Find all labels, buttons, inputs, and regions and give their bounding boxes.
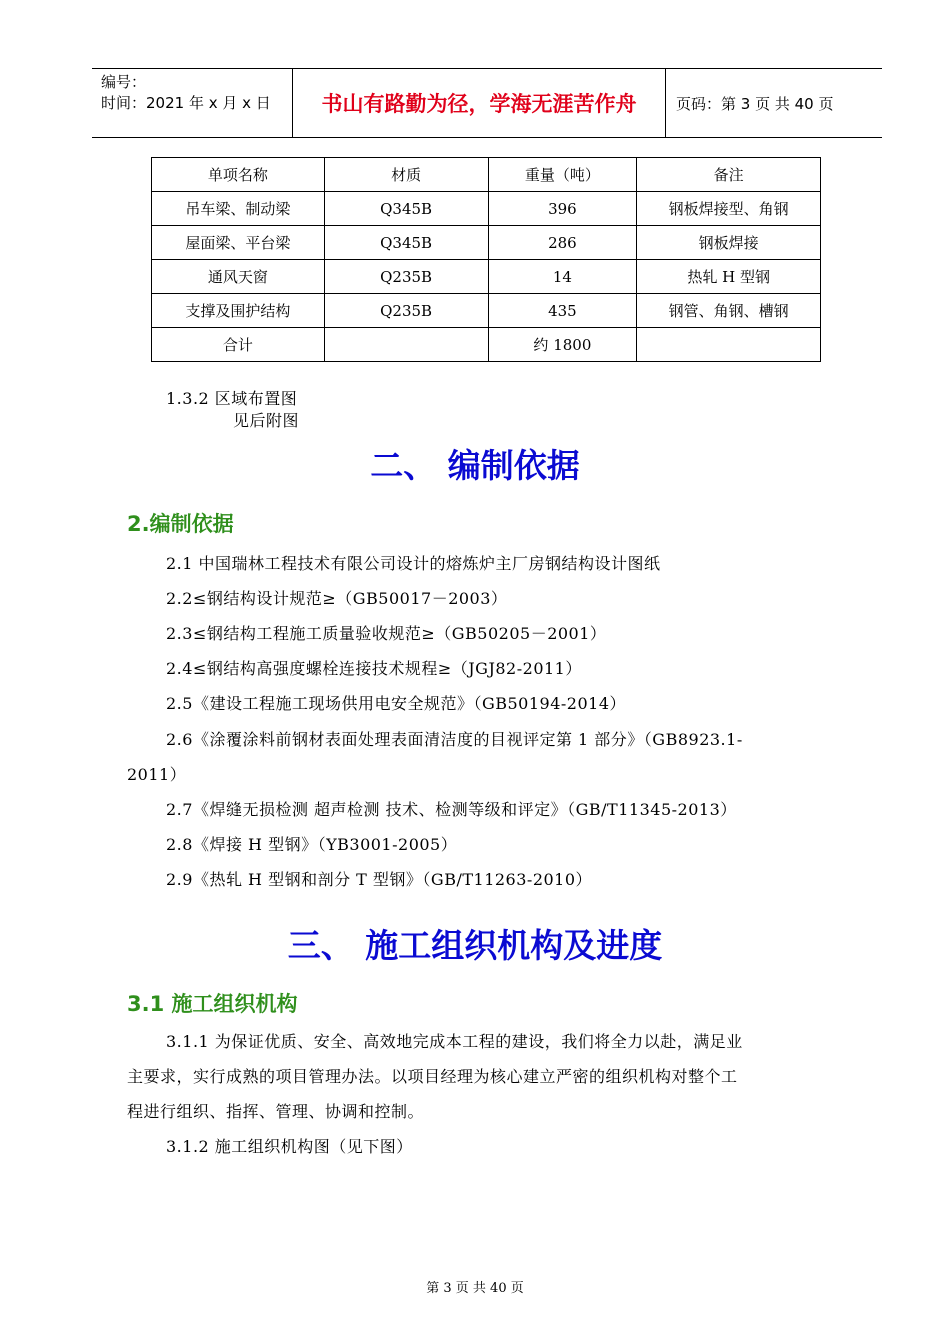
table-cell <box>324 328 488 362</box>
chapter-title: 三、 施工组织机构及进度 <box>287 926 663 965</box>
table-cell: 钢管、角钢、槽钢 <box>637 294 821 328</box>
header-number: 编号： <box>101 73 147 91</box>
subsection-title: 1.3.2 区域布置图 <box>166 389 298 408</box>
table-cell: Q235B <box>324 260 488 294</box>
table-header-cell: 单项名称 <box>152 158 325 192</box>
header-page-number: 页码：第 3 页 共 40 页 <box>676 94 834 113</box>
reference-item: 2.1 中国瑞林工程技术有限公司设计的熔炼炉主厂房钢结构设计图纸 <box>166 554 661 573</box>
table-cell: 吊车梁、制动梁 <box>152 192 325 226</box>
reference-item: 2.8《焊接 H 型钢》（YB3001-2005） <box>166 835 458 854</box>
subsection-body: 见后附图 <box>233 411 300 430</box>
paragraph-line: 程进行组织、指挥、管理、协调和控制。 <box>127 1102 425 1121</box>
header-meta <box>92 69 293 137</box>
table-cell: 14 <box>488 260 637 294</box>
paragraph-line: 主要求，实行成熟的项目管理办法。以项目经理为核心建立严密的组织机构对整个工 <box>127 1067 738 1086</box>
reference-item: 2.5《建设工程施工现场供用电安全规范》（GB50194-2014） <box>166 694 627 713</box>
reference-item: 2.6《涂覆涂料前钢材表面处理表面清洁度的目视评定第 1 部分》（GB8923.1- <box>166 730 743 749</box>
table-cell: 435 <box>488 294 637 328</box>
table-row <box>152 294 821 328</box>
header-motto: 书山有路勤为径，学海无涯苦作舟 <box>293 69 666 137</box>
material-table <box>151 157 821 362</box>
reference-item: 2.9《热轧 H 型钢和剖分 T 型钢》（GB/T11263-2010） <box>166 870 593 889</box>
table-header-row <box>152 158 821 192</box>
table-header-cell: 备注 <box>637 158 821 192</box>
section-title: 3.1 施工组织机构 <box>127 992 298 1016</box>
table-row <box>152 192 821 226</box>
table-cell: 396 <box>488 192 637 226</box>
reference-item: 2.3≤钢结构工程施工质量验收规范≥（GB50205－2001） <box>166 624 607 643</box>
table-cell: Q235B <box>324 294 488 328</box>
paragraph-line: 3.1.2 施工组织机构图（见下图） <box>166 1137 413 1156</box>
section-title: 2.编制依据 <box>127 512 234 536</box>
table-cell: 钢板焊接 <box>637 226 821 260</box>
table-cell: 屋面梁、平台梁 <box>152 226 325 260</box>
table-cell: 合计 <box>152 328 325 362</box>
table-row <box>152 226 821 260</box>
reference-item: 2.7《焊缝无损检测 超声检测 技术、检测等级和评定》（GB/T11345-2013） <box>166 800 737 819</box>
table-cell: 钢板焊接型、角钢 <box>637 192 821 226</box>
reference-item-continued: 2011） <box>127 765 187 784</box>
table-cell: 约 1800 <box>488 328 637 362</box>
reference-item: 2.2≤钢结构设计规范≥（GB50017－2003） <box>166 589 508 608</box>
table-header-cell: 重量（吨） <box>488 158 637 192</box>
table-cell: 热轧 H 型钢 <box>637 260 821 294</box>
table-total-row <box>152 328 821 362</box>
paragraph-line: 3.1.1 为保证优质、安全、高效地完成本工程的建设，我们将全力以赴，满足业 <box>166 1032 743 1051</box>
table-row <box>152 260 821 294</box>
table-header-cell: 材质 <box>324 158 488 192</box>
table-cell: Q345B <box>324 192 488 226</box>
page-footer: 第 3 页 共 40 页 <box>426 1281 524 1296</box>
header-time: 时间：2021 年 x 月 x 日 <box>101 94 271 112</box>
table-cell: 通风天窗 <box>152 260 325 294</box>
table-cell: 支撑及围护结构 <box>152 294 325 328</box>
chapter-title: 二、 编制依据 <box>370 446 580 485</box>
table-cell <box>637 328 821 362</box>
reference-item: 2.4≤钢结构高强度螺栓连接技术规程≥（JGJ82-2011） <box>166 659 582 678</box>
table-cell: Q345B <box>324 226 488 260</box>
table-cell: 286 <box>488 226 637 260</box>
page-header <box>92 68 882 138</box>
